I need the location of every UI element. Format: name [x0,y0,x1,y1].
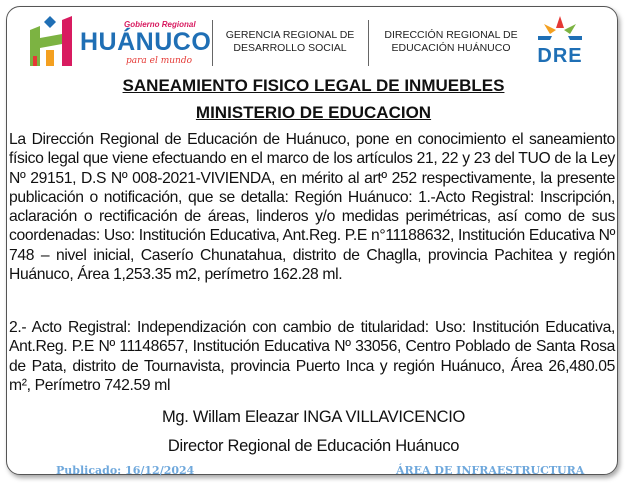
notice-subtitle: MINISTERIO DE EDUCACION [195,103,432,122]
office-gerencia [220,29,360,55]
office-direccion-line-2: EDUCACIÓN HUÁNUCO [391,42,511,54]
header [24,14,604,74]
huanuco-emblem-icon [28,16,74,68]
logo-tagline: para el mundo [126,56,193,66]
header-divider [368,20,369,66]
signatory-name: Mg. Willam Eleazar INGA VILLAVICENCIO [161,408,466,426]
office-direccion [378,29,524,55]
dre-logo-text: DRE [537,45,583,67]
notice-title: SANEAMIENTO FISICO LEGAL DE INMUEBLES [122,76,505,95]
area-label: ÁREA DE INFRAESTRUCTURA [396,464,585,477]
office-gerencia-line-2: DESARROLLO SOCIAL [233,42,347,54]
logo-top-label: Gobierno Regional [124,20,196,29]
paragraph-1: La Dirección Regional de Educación de Huánuco, pone en conocimiento el saneamiento físico legal que viene efectuando en el marco de los artículos 21, 22 y 23 del TUO de la Ley Nº 29151, D.S Nº 008-2021-VIVIENDA, en mérito al artº 252 respectivamente, la presente publicación o notificación, que se detalla: Región Huánuco: 1.-Acto Registral: Inscripción, aclaración o rectificación de áreas, linderos y/o medidas perimétricas, así como de sus coordenadas: Uso: Institución Educativa, Ant.Reg. P.E n°11188632, Institución Educativa Nº 748 – nivel inicial, Caserío Chunatahua, distrito de Chaglla, provincia Pachitea y región Huánuco, Área 1,253.35 m2, perímetro 162.28 ml. [9,131,615,284]
office-gerencia-line-1: GERENCIA REGIONAL DE [225,29,355,41]
header-divider [212,20,213,66]
paragraph-2: 2.- Acto Registral: Independización con cambio de titularidad: Uso: Institución Educativa, Ant.Reg. P.E Nº 11148657, Institución Educativa Nº 33056, Centro Poblado de Santa Rosa de Pata, distrito de Tournavista, provincia Puerto Inca y región Huánuco, Área 26,480.05 m², Perímetro 742.59 ml [9,319,615,394]
office-direccion-line-1: DIRECCIÓN REGIONAL DE [384,29,518,41]
logo-wordmark: HUÁNUCO [80,28,212,56]
signatory-title: Director Regional de Educación Huánuco [167,437,460,455]
dre-logo [530,14,590,70]
gobierno-regional-huanuco-logo [28,16,210,70]
published-date: Publicado: 16/12/2024 [56,464,195,477]
